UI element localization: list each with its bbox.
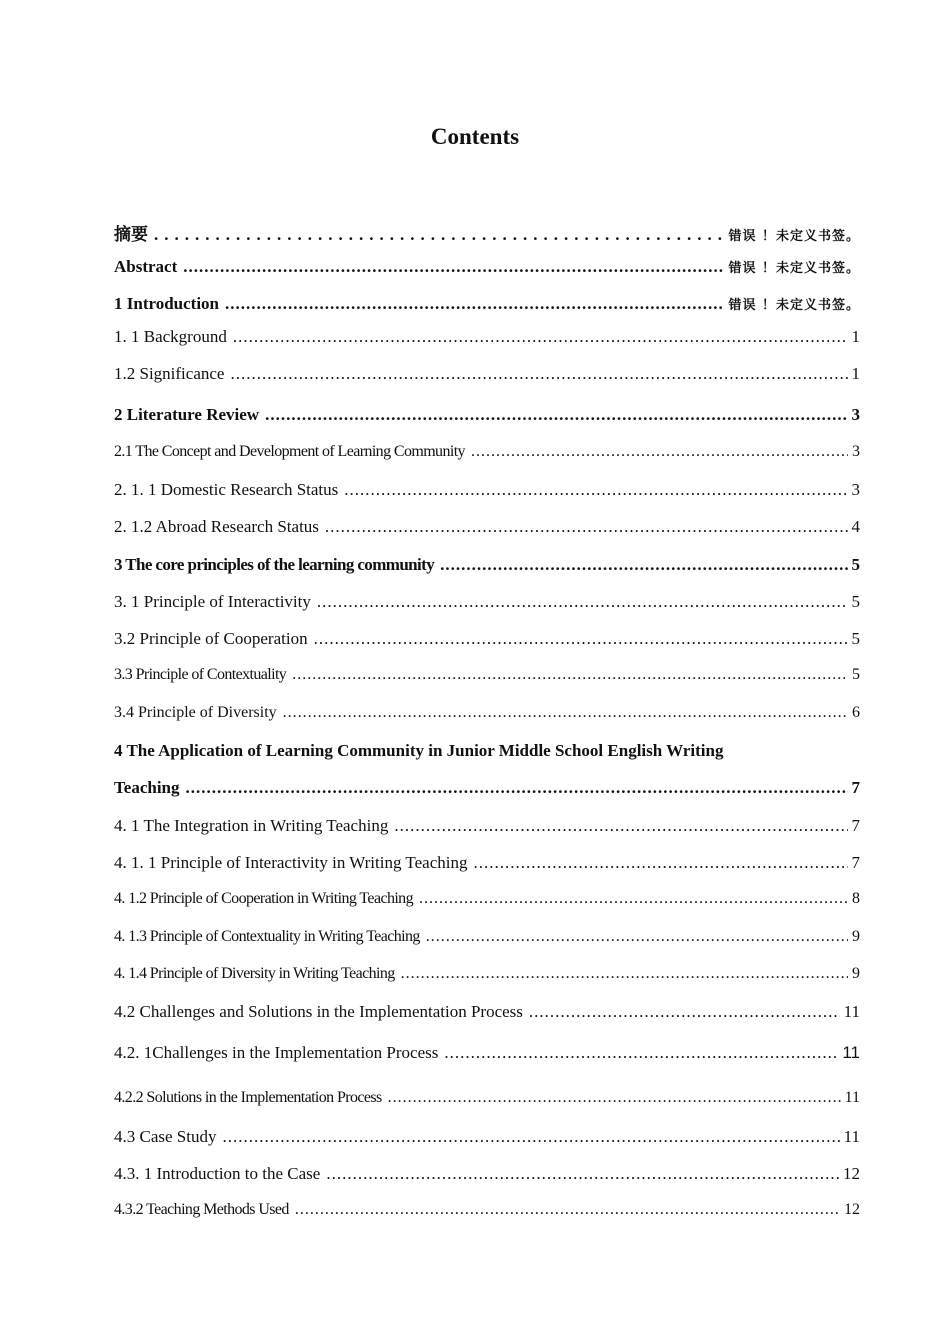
toc-entry-page: 12 <box>844 1201 860 1218</box>
toc-entry-label: 4.2 Challenges and Solutions in the Implementation Process <box>114 1002 523 1021</box>
toc-entry-page: 11 <box>843 1002 860 1021</box>
toc-entry-page: 1 <box>851 364 860 383</box>
toc-entry-page: 6 <box>852 704 860 721</box>
toc-leader <box>295 1201 840 1219</box>
toc-leader <box>401 965 848 983</box>
toc-leader <box>265 405 847 425</box>
toc-entry[interactable] <box>114 778 860 798</box>
toc-entry[interactable] <box>114 1201 860 1219</box>
toc-entry-label: 4 The Application of Learning Community in Junior Middle School English Writing <box>114 741 724 760</box>
toc-entry-page: 错误 ！未定义书签。 <box>728 229 860 244</box>
toc-entry-label: 2 Literature Review <box>114 405 260 424</box>
toc-entry-label: 4.2.2 Solutions in the Implementation Process <box>114 1089 382 1106</box>
toc-entry[interactable] <box>114 1089 860 1107</box>
toc-entry-label: 2. 1. 1 Domestic Research Status <box>114 480 339 499</box>
toc-leader <box>186 778 848 798</box>
toc-leader <box>388 1089 841 1107</box>
toc-entry-page: 7 <box>851 853 860 872</box>
toc-entry[interactable] <box>114 294 860 314</box>
toc-entry-page: 5 <box>852 666 860 683</box>
toc-leader <box>529 1002 840 1022</box>
toc-leader <box>344 480 847 500</box>
toc-entry-page: 5 <box>851 555 860 574</box>
toc-entry[interactable] <box>114 443 860 461</box>
toc-leader <box>154 225 724 245</box>
toc-entry-label: 2.1 The Concept and Development of Learning Community <box>114 443 465 460</box>
toc-entry-page: 1 <box>851 327 860 346</box>
toc-entry[interactable] <box>114 327 860 347</box>
toc-entry[interactable] <box>114 1127 860 1147</box>
toc-entry[interactable] <box>114 629 860 649</box>
toc-entry-page: 9 <box>852 928 860 945</box>
toc-leader <box>233 327 848 347</box>
toc-entry[interactable] <box>114 220 860 245</box>
toc-leader <box>225 294 724 314</box>
toc-entry-page: 错误 ！未定义书签。 <box>728 298 860 313</box>
toc-entry-label: 4.3. 1 Introduction to the Case <box>114 1164 321 1183</box>
toc-entry-label: 2. 1.2 Abroad Research Status <box>114 517 319 536</box>
toc-entry-page: 4 <box>851 517 860 536</box>
toc-entry-label: 4. 1. 1 Principle of Interactivity in Writing Teaching <box>114 853 468 872</box>
toc-entry[interactable] <box>114 853 860 873</box>
contents-title: Contents <box>430 124 520 149</box>
toc-entry-label: 4.3 Case Study <box>114 1127 217 1146</box>
toc-entry[interactable] <box>114 928 860 946</box>
toc-entry[interactable] <box>114 1164 860 1184</box>
toc-entry-label: 3 The core principles of the learning community <box>114 555 435 574</box>
toc-leader <box>426 928 848 946</box>
toc-entry-label: 4.3.2 Teaching Methods Used <box>114 1201 289 1218</box>
toc-entry[interactable] <box>114 816 860 836</box>
toc-leader <box>419 890 848 908</box>
toc-entry-label: 4. 1.2 Principle of Cooperation in Writing Teaching <box>114 890 413 907</box>
toc-entry-page: 9 <box>852 965 860 982</box>
toc-entry-page: 3 <box>851 480 860 499</box>
toc-entry-label: 3.4 Principle of Diversity <box>114 704 277 721</box>
toc-entry-label: 摘要 <box>114 225 148 245</box>
toc-leader <box>326 1164 839 1184</box>
toc-entry[interactable] <box>114 1043 860 1063</box>
toc-leader <box>314 629 848 649</box>
toc-entry-label: 3.2 Principle of Cooperation <box>114 629 308 648</box>
toc-entry[interactable] <box>114 592 860 612</box>
toc-entry[interactable] <box>114 1002 860 1022</box>
toc-entry[interactable] <box>114 405 860 425</box>
toc-entry-page: 错误 ！未定义书签。 <box>728 261 860 276</box>
toc-entry[interactable] <box>114 741 860 761</box>
toc-entry[interactable] <box>114 704 860 722</box>
toc-leader <box>325 517 848 537</box>
toc-entry-page: 11 <box>844 1089 860 1106</box>
toc-leader <box>317 592 848 612</box>
toc-entry[interactable] <box>114 364 860 384</box>
toc-entry-label: 4. 1.3 Principle of Contextuality in Writing Teaching <box>114 928 420 945</box>
toc-entry-page: 5 <box>851 629 860 648</box>
toc-entry[interactable] <box>114 480 860 500</box>
toc-leader <box>222 1127 839 1147</box>
toc-leader <box>473 853 847 873</box>
toc-entry-page: 3 <box>852 443 860 460</box>
toc-entry[interactable] <box>114 257 860 277</box>
toc-entry-page: 5 <box>851 592 860 611</box>
toc-leader <box>471 443 848 461</box>
toc-entry[interactable] <box>114 517 860 537</box>
toc-entry-label: 4.2. 1Challenges in the Implementation Process <box>114 1043 439 1062</box>
toc-entry-label: Abstract <box>114 257 178 276</box>
toc-entry-label: 4. 1 The Integration in Writing Teaching <box>114 816 389 835</box>
toc-entry[interactable] <box>114 965 860 983</box>
toc-entry-label: 1 Introduction <box>114 294 220 313</box>
toc-leader <box>394 816 847 836</box>
toc-entry-page: 11 <box>843 1127 860 1146</box>
toc-entry-page: 7 <box>851 778 860 797</box>
toc-leader <box>444 1043 838 1063</box>
toc-entry[interactable] <box>114 890 860 908</box>
toc-leader <box>440 555 847 575</box>
toc-entry-page: 12 <box>843 1164 860 1183</box>
toc-entry[interactable] <box>114 666 860 684</box>
toc-entry-page: 8 <box>852 890 860 907</box>
toc-entry[interactable] <box>114 555 860 575</box>
toc-leader <box>292 666 848 684</box>
toc-entry-label: 1.2 Significance <box>114 364 225 383</box>
toc-entry-label: 3.3 Principle of Contextuality <box>114 666 287 683</box>
toc-entry-label: 4. 1.4 Principle of Diversity in Writing Teaching <box>114 965 395 982</box>
toc-entry-label: Teaching <box>114 778 180 797</box>
toc-entry-label: 1. 1 Background <box>114 327 227 346</box>
toc-leader <box>183 257 724 277</box>
toc-entry-page: 7 <box>851 816 860 835</box>
toc-leader <box>283 704 848 722</box>
toc-leader <box>230 364 847 384</box>
toc-entry-page: 3 <box>851 405 860 424</box>
toc-entry-label: 3. 1 Principle of Interactivity <box>114 592 311 611</box>
toc-entry-page: 11 <box>842 1043 860 1062</box>
